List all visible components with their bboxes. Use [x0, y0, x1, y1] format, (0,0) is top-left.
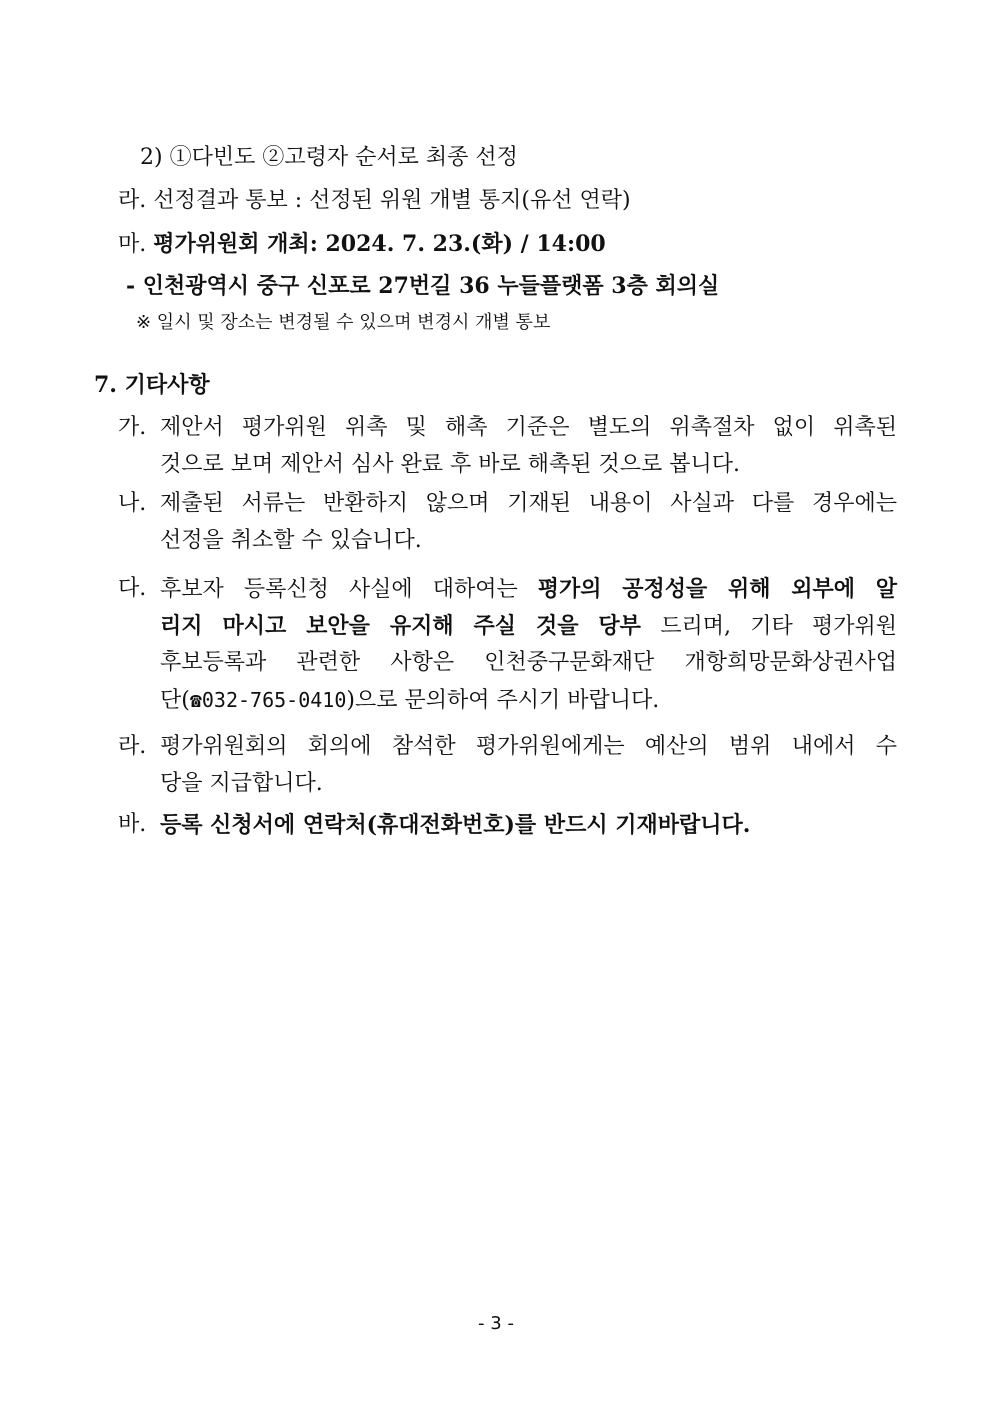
item-ra-label: 라. [118, 734, 147, 759]
confidentiality-emphasis-2: 리지 마시고 보안을 유지해 주실 것을 당부 [160, 613, 641, 639]
item-ga-line-2: 것으로 보며 제안서 심사 완료 후 바로 해촉된 것으로 봅니다. [160, 452, 740, 477]
item-na-line-1: 제출된 서류는 반환하지 않으며 기재된 내용이 사실과 다를 경우에는 [160, 491, 897, 516]
item-da-line-2: 리지 마시고 보안을 유지해 주실 것을 당부 드리며, 기타 평가위원 [160, 613, 897, 639]
item-ba-label: 바. [118, 812, 147, 837]
contact-phone-number: ☎032-765-0410 [189, 688, 347, 712]
item-ga-label: 가. [118, 415, 147, 440]
result-notice-text: 라. 선정결과 통보 : 선정된 위원 개별 통지(유선 연락) [118, 188, 631, 213]
item-da-line-3: 후보등록과 관련한 사항은 인천중구문화재단 개항희망문화상권사업 [160, 650, 897, 675]
item-da-line-1: 후보자 등록신청 사실에 대하여는 평가의 공정성을 위해 외부에 알 [160, 576, 897, 602]
item-da-label: 다. [118, 576, 147, 601]
meeting-location-line [126, 271, 719, 301]
schedule-change-note: ※ 일시 및 장소는 변경될 수 있으며 변경시 개별 통보 [136, 312, 551, 333]
selection-order-line [140, 143, 518, 173]
result-notice-line [118, 186, 631, 216]
selection-order-text: 2) ①다빈도 ②고령자 순서로 최종 선정 [140, 145, 518, 170]
committee-meeting-line: 마. 평가위원회 개최: 2024. 7. 23.(화) / 14:00 [118, 231, 606, 257]
confidentiality-emphasis-1: 평가의 공정성을 위해 외부에 알 [537, 576, 897, 602]
item-ga-line-1: 제안서 평가위원 위촉 및 해촉 기준은 별도의 위촉절차 없이 위촉된 [160, 415, 897, 440]
committee-meeting-label: 평가위원회 개최 [153, 231, 310, 257]
page-number: - 3 - [478, 1313, 514, 1334]
item-ra-line-2: 당을 지급합니다. [160, 771, 323, 796]
item-ba-line-1: 등록 신청서에 연락처(휴대전화번호)를 반드시 기재바랍니다. [160, 812, 751, 838]
item-ra-line-1: 평가위원회의 회의에 참석한 평가위원에게는 예산의 범위 내에서 수 [160, 734, 897, 759]
item-da-line-4: 단(☎032-765-0410)으로 문의하여 주시기 바랍니다. [160, 688, 660, 713]
meeting-location-text: - 인천광역시 중구 신포로 27번길 36 누들플랫폼 3층 회의실 [126, 273, 720, 299]
section-7-heading: 7. 기타사항 [94, 372, 210, 398]
item-na-line-2: 선정을 취소할 수 있습니다. [160, 528, 422, 553]
item-na-label: 나. [118, 491, 147, 516]
committee-meeting-datetime: : 2024. 7. 23.(화) / 14:00 [309, 231, 606, 257]
